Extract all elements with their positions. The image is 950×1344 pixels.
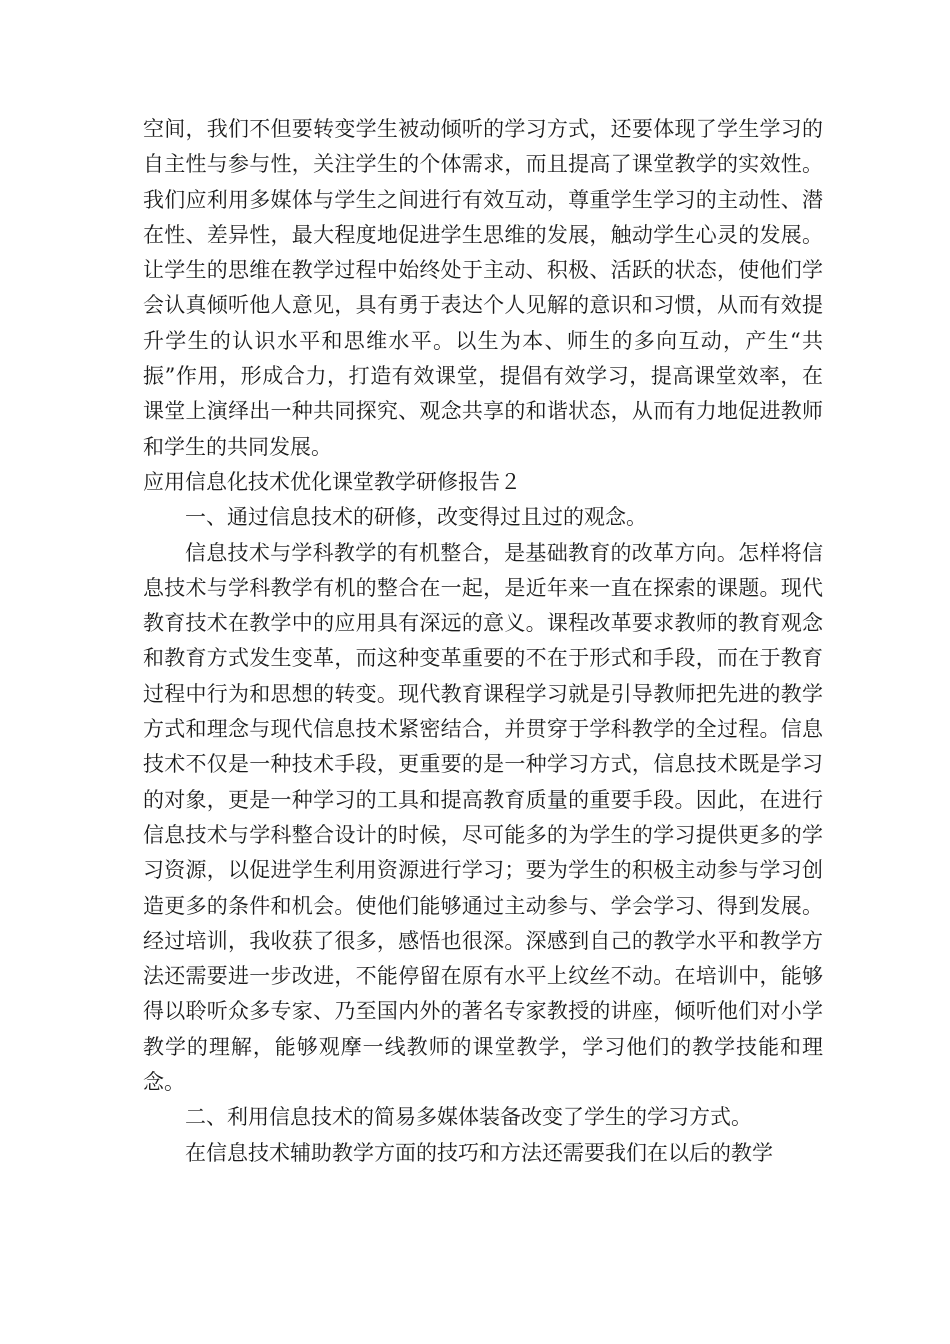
subheading-two: 二、利用信息技术的简易多媒体装备改变了学生的学习方式。 <box>185 1105 752 1130</box>
paragraph-continuation: 空间，我们不但要转变学生被动倾听的学习方式，还要体现了学生学习的自主性与参与性，关注学生的个体需求，而且提高了课堂教学的实效性。我们应利用多媒体与学生之间进行有效互动，尊重学生学习的主动性、潜在性、差异性，最大程度地促进学生思维的发展，触动学生心灵的发展。让学生的思维在教学过程中始终处于主动、积极、活跃的状态，使他们学会认真倾听他人意见，具有勇于表达个人见解的意识和习惯，从而有效提升学生的认识水平和思维水平。以生为本、师生的多向互动，产生“共振”作用，形成合力，打造有效课堂，提倡有效学习，提高课堂效率，在课堂上演绎出一种共同探究、观念共享的和谐状态，从而有力地促进教师和学生的共同发展。 <box>143 117 823 459</box>
section-heading: 应用信息化技术优化课堂教学研修报告２ <box>143 469 521 494</box>
paragraph-trailing: 在信息技术辅助教学方面的技巧和方法还需要我们在以后的教学 <box>185 1140 773 1165</box>
paragraph-body: 信息技术与学科教学的有机整合，是基础教育的改革方向。怎样将信息技术与学科教学有机的整合在一起，是近年来一直在探索的课题。现代教育技术在教学中的应用具有深远的意义。课程改革要求教师的教育观念和教育方式发生变革，而这种变革重要的不在于形式和手段，而在于教育过程中行为和思想的转变。现代教育课程学习就是引导教师把先进的教学方式和理念与现代信息技术紧密结合，并贯穿于学科教学的全过程。信息技术不仅是一种技术手段，更重要的是一种学习方式，信息技术既是学习的对象，更是一种学习的工具和提高教育质量的重要手段。因此，在进行信息技术与学科整合设计的时候，尽可能多的为学生的学习提供更多的学习资源，以促进学生利用资源进行学习；要为学生的积极主动参与学习创造更多的条件和机会。使他们能够通过主动参与、学会学习、得到发展。经过培训，我收获了很多，感悟也很深。深感到自己的教学水平和教学方法还需要进一步改进，不能停留在原有水平上纹丝不动。在培训中，能够得以聆听众多专家、乃至国内外的著名专家教授的讲座，倾听他们对小学教学的理解，能够观摩一线教师的课堂教学，学习他们的教学技能和理念。 <box>143 540 823 1095</box>
subheading-one: 一、通过信息技术的研修，改变得过且过的观念。 <box>185 505 647 530</box>
document-body <box>143 112 823 1171</box>
